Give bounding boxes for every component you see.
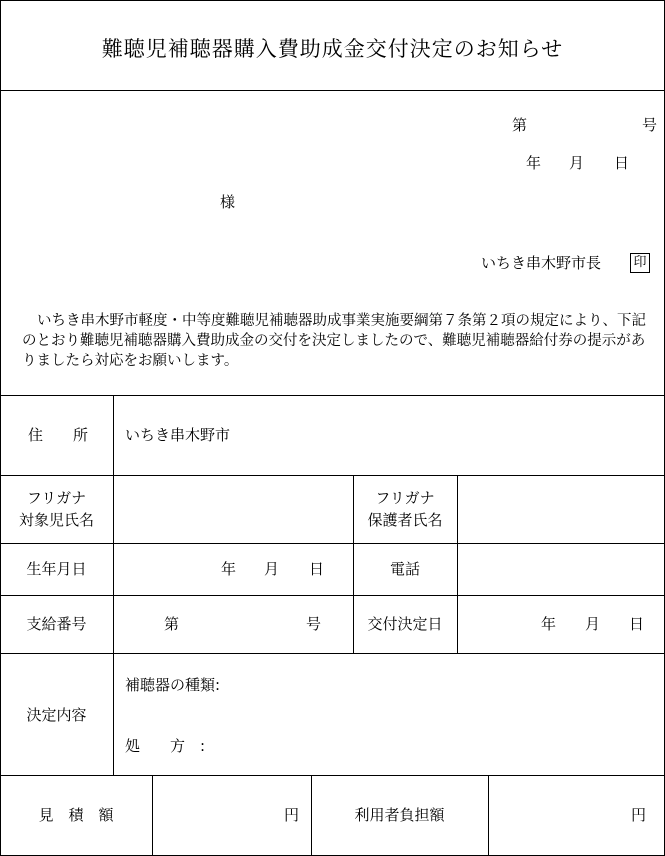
hearing-aid-type-label: 補聴器の種類: (125, 676, 221, 694)
address-value: いちき串木野市 (125, 426, 231, 444)
col-mid-divider-b (457, 475, 458, 653)
payment-dai: 第 (164, 615, 180, 633)
page-title: 難聴児補聴器購入費助成金交付決定のお知らせ (101, 37, 564, 61)
divider-row4 (0, 653, 665, 654)
prescription-label: 処 方 : (125, 737, 206, 755)
divider-row3 (0, 595, 665, 596)
decision-day: 日 (629, 615, 645, 633)
divider-body (0, 395, 665, 396)
date-day: 日 (614, 154, 630, 172)
estimate-yen: 円 (284, 806, 300, 824)
estimate-label: 見 積 額 (38, 806, 114, 824)
decision-date-label: 交付決定日 (367, 615, 443, 633)
issuer-name: いちき串木野市長 (481, 254, 602, 272)
birth-month: 月 (264, 560, 280, 578)
divider-row5 (0, 775, 665, 776)
payment-go: 号 (306, 615, 322, 633)
child-name-label: 対象児氏名 (18, 511, 94, 529)
payment-number-label: 支給番号 (26, 615, 87, 633)
birth-day: 日 (309, 560, 325, 578)
divider-row1 (0, 475, 665, 476)
col-bottom-1 (152, 775, 153, 856)
furigana-child-label: フリガナ (26, 489, 87, 507)
addressee-suffix: 様 (220, 193, 236, 211)
notice-body-text: いちき串木野市軽度・中等度難聴児補聴器助成事業実施要綱第７条第２項の規定により、下記のとおり難聴児補聴器購入費助成金の交付を決定しましたので、難聴児補聴器給付券の提示がありましたら対応をお願いします。 (22, 313, 646, 369)
decision-content-label: 決定内容 (26, 706, 87, 724)
col-bottom-3 (488, 775, 489, 856)
guardian-name-label: 保護者氏名 (367, 511, 443, 529)
phone-label: 電話 (389, 560, 420, 578)
decision-month: 月 (585, 615, 601, 633)
notice-body (22, 311, 652, 371)
birthdate-label: 生年月日 (26, 560, 87, 578)
address-label: 住 所 (28, 426, 89, 444)
number-dai: 第 (512, 116, 528, 134)
user-burden-label: 利用者負担額 (354, 806, 445, 824)
divider-row2 (0, 543, 665, 544)
furigana-guardian-label: フリガナ (375, 489, 435, 507)
number-go: 号 (642, 116, 658, 134)
birth-year: 年 (221, 560, 237, 578)
col-label-divider (113, 395, 114, 775)
official-seal: 印 (630, 253, 650, 273)
date-year: 年 (526, 154, 542, 172)
date-month: 月 (569, 154, 585, 172)
decision-year: 年 (541, 615, 557, 633)
user-burden-yen: 円 (631, 806, 647, 824)
divider-title (0, 90, 665, 91)
